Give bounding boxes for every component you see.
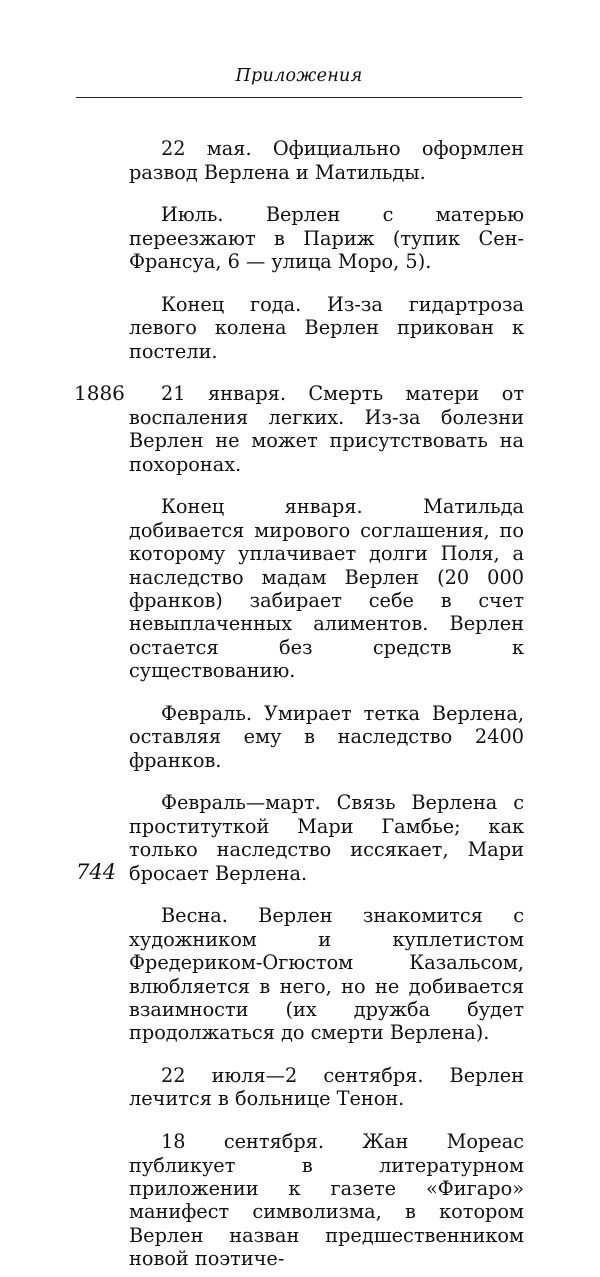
- year-label: 1886: [74, 381, 125, 406]
- paragraph-9: 22 июля—2 сентября. Верлен лечится в больнице Тенон.: [129, 1064, 524, 1111]
- paragraph-4: 21 января. Смерть матери от воспаления легких. Из-за болезни Верлен не может присутствовать на похоронах.: [129, 382, 524, 476]
- year-entry-1886: [74, 382, 524, 476]
- paragraph-8: Весна. Верлен знакомится с художником и куплетистом Фредериком-Огюстом Казальсом, влюбляется в него, но не добивается взаимности (их дружба будет продолжаться до смерти Верлена).: [129, 904, 524, 1045]
- paragraph-1: 22 мая. Официально оформлен развод Верлена и Матильды.: [129, 137, 524, 184]
- paragraph-6: Февраль. Умирает тетка Верлена, оставляя ему в наследство 2400 франков.: [129, 701, 524, 772]
- header-rule: [76, 97, 522, 98]
- paragraph-3: Конец года. Из-за гидартроза левого колена Верлен прикован к постели.: [129, 292, 524, 363]
- paragraph-7: Февраль—март. Связь Верлена с проституткой Мари Гамбье; как только наследство иссякает, Мари бросает Верлена.: [129, 791, 524, 885]
- page-number: 744: [76, 860, 117, 884]
- page-body: [74, 118, 524, 1277]
- paragraph-2: Июль. Верлен с матерью переезжают в Париж (тупик Сен-Франсуа, 6 — улица Моро, 5).: [129, 203, 524, 274]
- paragraph-10: 18 сентября. Жан Мореас публикует в литературном приложении к газете «Фигаро» манифест символизма, в котором Верлен назван предшественником новой поэтиче-: [129, 1130, 524, 1271]
- paragraph-5: Конец января. Матильда добивается мирового соглашения, по которому уплачивает долги Поля, а наследство мадам Верлен (20 000 франков) забирает себе в счет невыплаченных алиментов. Верлен остается без средств к существованию.: [129, 495, 524, 683]
- running-header: Приложения: [235, 66, 363, 86]
